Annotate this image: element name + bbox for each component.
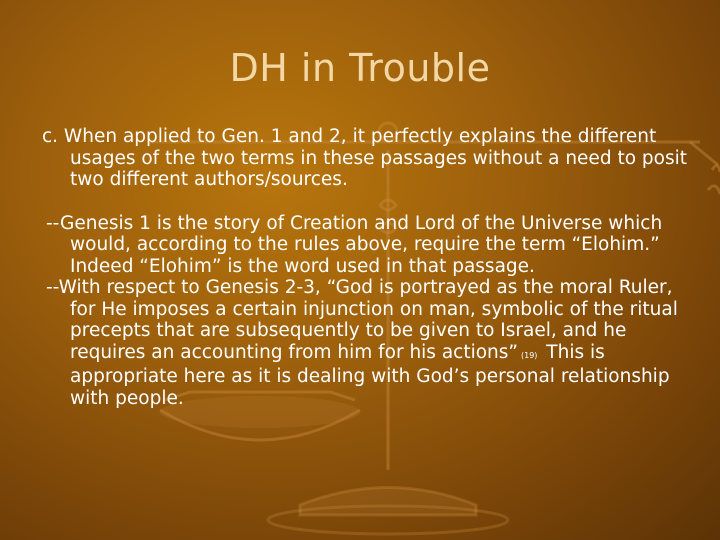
citation-marker: (19) [521, 350, 538, 360]
slide-body [42, 126, 692, 409]
genesis-1-text: --Genesis 1 is the story of Creation and Lord of the Universe which would, according to the rules above, require the term “Elohim.” Indeed “Elohim” is the word used in that passage. [46, 212, 663, 277]
slide-title: DH in Trouble [229, 46, 491, 90]
genesis-2-3-quote: --With respect to Genesis 2-3, “God is portrayed as the moral Ruler, for He imposes a certain injunction on man, symbolic of the ritual precepts that are subsequently to be given to Israel, and he requires an accounting from him for his actions” [46, 277, 678, 363]
genesis-2-3-conclusion: This is appropriate here as it is dealing with God’s personal relationship with people. [70, 341, 670, 409]
genesis-2-3-text [42, 277, 692, 409]
point-c-text: c. When applied to Gen. 1 and 2, it perfectly explains the different usages of the two terms in these passages without a need to posit two different authors/sources. [42, 126, 687, 190]
